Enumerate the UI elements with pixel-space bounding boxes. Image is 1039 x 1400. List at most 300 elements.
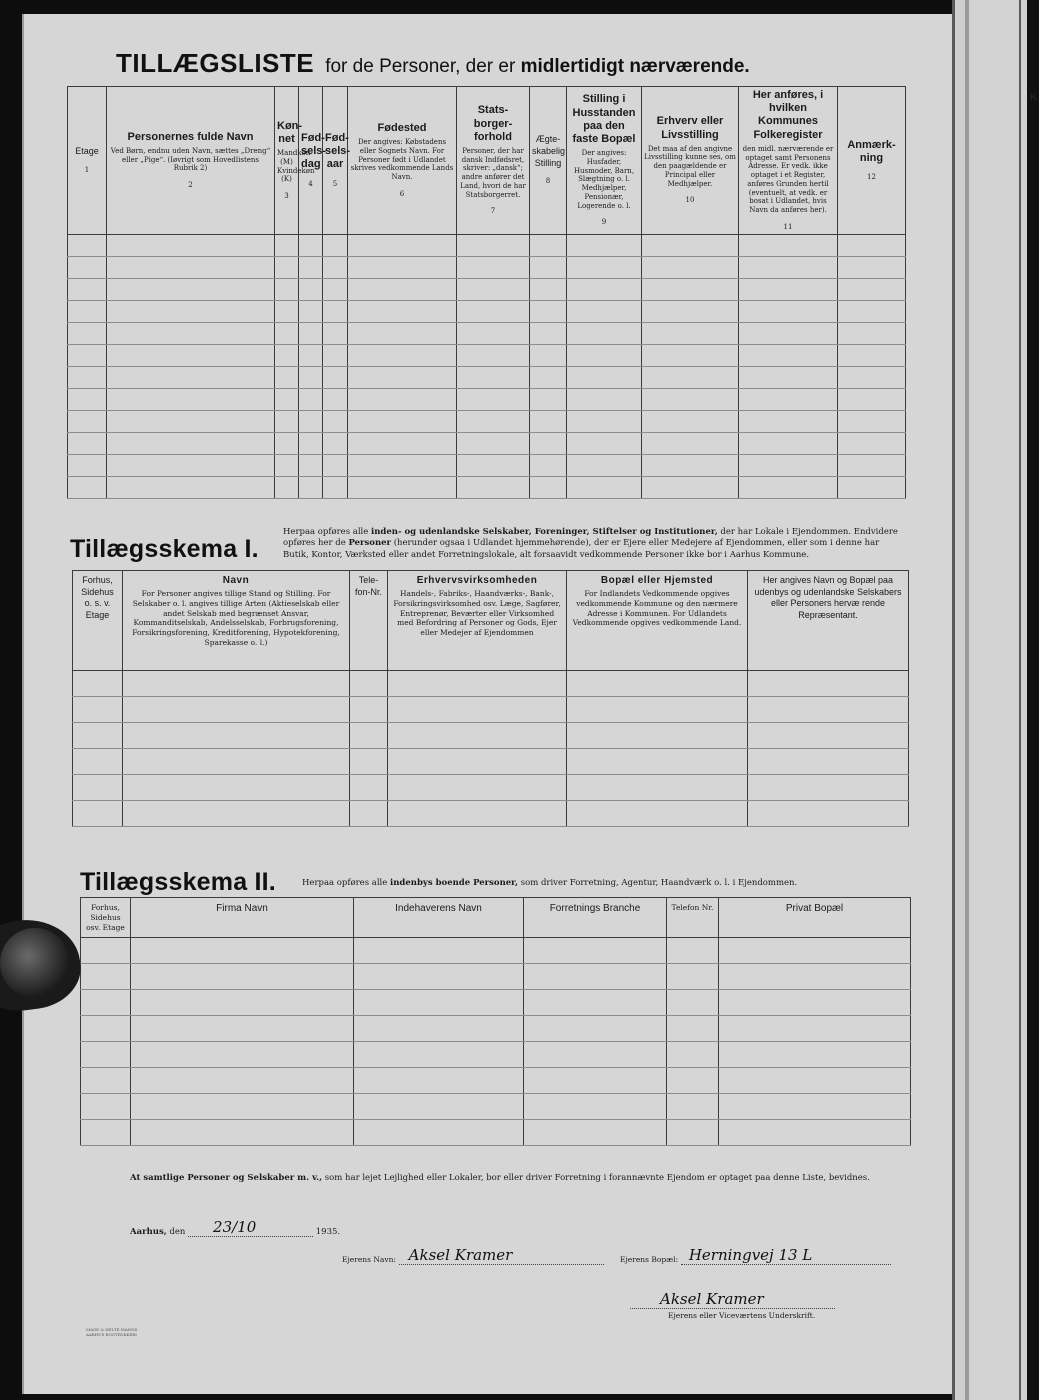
skema2-cell[interactable] [354,1016,524,1042]
list-cell[interactable] [323,278,348,300]
list-cell[interactable] [275,278,299,300]
skema2-cell[interactable] [524,964,667,990]
list-cell[interactable] [530,278,567,300]
skema1-row [73,723,909,749]
list-col-number: 9 [601,218,607,227]
skema2-row [81,1016,911,1042]
list-cell[interactable] [838,278,906,300]
date-line: Aarhus, den 23/10 1935. [130,1218,341,1237]
skema2-row [81,1094,911,1120]
list-cell[interactable] [642,476,739,498]
skema2-cell[interactable] [667,1016,719,1042]
list-cell[interactable] [530,432,567,454]
list-cell[interactable] [457,432,530,454]
skema1-cell[interactable] [350,749,388,775]
list-cell[interactable] [457,476,530,498]
skema2-cell[interactable] [667,990,719,1016]
skema1-cell[interactable] [350,801,388,827]
list-cell[interactable] [275,410,299,432]
list-cell[interactable] [838,234,906,256]
list-cell[interactable] [348,388,457,410]
list-cell[interactable] [457,322,530,344]
list-row [68,432,906,454]
signature-line [630,1290,835,1309]
skema1-cell[interactable] [123,775,350,801]
skema2-row [81,938,911,964]
list-row [68,278,906,300]
list-cell[interactable] [838,300,906,322]
skema2-cell[interactable] [719,1068,911,1094]
list-cell[interactable] [299,322,323,344]
list-cell[interactable] [68,454,107,476]
list-cell[interactable] [299,256,323,278]
list-col-header-9 [567,87,642,235]
list-cell[interactable] [642,432,739,454]
list-cell[interactable] [457,454,530,476]
list-row [68,410,906,432]
list-cell[interactable] [739,234,838,256]
list-cell[interactable] [323,432,348,454]
list-cell[interactable] [739,388,838,410]
skema1-cell[interactable] [73,775,123,801]
list-cell[interactable] [457,366,530,388]
skema1-table [72,570,909,827]
list-cell[interactable] [530,388,567,410]
list-cell[interactable] [275,476,299,498]
list-cell[interactable] [299,234,323,256]
skema2-col-title: Forretnings Branche [549,903,641,914]
list-cell[interactable] [348,476,457,498]
list-col-number: 7 [490,207,496,216]
list-cell[interactable] [642,256,739,278]
list-cell[interactable] [739,454,838,476]
list-col-header-5 [323,87,351,235]
title-pre: for de Personer, der er [325,56,516,77]
skema2-cell[interactable] [524,1120,667,1146]
list-cell[interactable] [530,410,567,432]
skema2-cell[interactable] [719,990,911,1016]
skema1-cell[interactable] [123,697,350,723]
list-cell[interactable] [348,410,457,432]
list-cell[interactable] [68,234,107,256]
list-cell[interactable] [107,388,275,410]
list-col-number: 10 [685,196,695,205]
list-cell[interactable] [530,454,567,476]
list-cell[interactable] [838,366,906,388]
skema1-row [73,775,909,801]
skema1-cell[interactable] [350,697,388,723]
skema2-cell[interactable] [354,990,524,1016]
list-cell[interactable] [107,300,275,322]
list-cell[interactable] [530,344,567,366]
list-cell[interactable] [642,366,739,388]
skema1-cell[interactable] [388,801,567,827]
skema1-cell[interactable] [748,749,909,775]
list-cell[interactable] [348,234,457,256]
skema1-cell[interactable] [567,801,748,827]
list-cell[interactable] [68,256,107,278]
skema2-col-title: Privat Bopæl [785,903,844,914]
skema1-cell[interactable] [748,775,909,801]
list-cell[interactable] [567,410,642,432]
list-col-title: Personernes fulde Navn [127,130,254,143]
list-cell[interactable] [642,410,739,432]
skema2-cell[interactable] [81,1120,131,1146]
list-cell[interactable] [567,366,642,388]
list-col-subtitle: den midl. nærværende er optaget samt Personens Adresse. Er vedk. ikke optaget i et Register, anføres Grunden hertil (eventuelt, at vedk. er bosat i Udlandet, hvis Navn da anføres her). [742,144,834,214]
skema2-cell[interactable] [524,1094,667,1120]
skema1-cell[interactable] [748,697,909,723]
list-cell[interactable] [323,344,348,366]
skema1-cell[interactable] [567,671,748,697]
list-cell[interactable] [299,432,323,454]
skema2-cell[interactable] [131,964,354,990]
skema1-cell[interactable] [748,723,909,749]
list-cell[interactable] [323,454,348,476]
skema1-cell[interactable] [388,723,567,749]
list-cell[interactable] [739,300,838,322]
skema1-cell[interactable] [73,697,123,723]
list-cell[interactable] [739,256,838,278]
list-cell[interactable] [68,388,107,410]
list-cell[interactable] [838,432,906,454]
skema1-cell[interactable] [73,801,123,827]
skema2-cell[interactable] [131,990,354,1016]
skema2-cell[interactable] [131,1068,354,1094]
list-cell[interactable] [739,432,838,454]
list-col-title: Anmærk-ning [847,138,896,164]
skema2-cell[interactable] [524,1042,667,1068]
list-cell[interactable] [739,278,838,300]
list-col-header-7 [457,87,530,235]
skema2-col-header-5 [667,898,719,938]
list-col-subtitle: Personer, der har dansk Indfødsret, skriver: „dansk“; andre anfører det Land, hvori de har Statsborgerret. [460,146,526,199]
list-cell[interactable] [739,366,838,388]
skema1-cell[interactable] [567,723,748,749]
list-cell[interactable] [68,410,107,432]
list-cell[interactable] [107,234,275,256]
skema2-cell[interactable] [354,1094,524,1120]
list-cell[interactable] [107,432,275,454]
list-cell[interactable] [642,234,739,256]
list-cell[interactable] [275,344,299,366]
list-cell[interactable] [530,300,567,322]
skema1-col-header-1 [73,571,123,671]
list-cell[interactable] [838,322,906,344]
list-cell[interactable] [348,278,457,300]
list-col-title: Her anføres, i hvilken Kommunes Folkeregister [752,89,824,141]
skema1-cell[interactable] [567,749,748,775]
list-cell[interactable] [567,234,642,256]
skema2-cell[interactable] [667,1042,719,1068]
skema2-cell[interactable] [667,938,719,964]
skema2-cell[interactable] [667,1094,719,1120]
skema2-row [81,1120,911,1146]
skema2-cell[interactable] [81,1042,131,1068]
skema2-cell[interactable] [131,1042,354,1068]
list-cell[interactable] [323,322,348,344]
list-cell[interactable] [68,432,107,454]
list-cell[interactable] [567,300,642,322]
list-cell[interactable] [530,476,567,498]
skema2-cell[interactable] [719,1120,911,1146]
skema2-cell[interactable] [667,1120,719,1146]
skema2-cell[interactable] [131,938,354,964]
list-col-title: Køn-net [277,119,303,145]
skema2-col-title: Forhus, Sidehus osv. Etage [86,903,125,932]
list-cell[interactable] [457,256,530,278]
list-cell[interactable] [642,278,739,300]
list-cell[interactable] [275,454,299,476]
list-cell[interactable] [275,300,299,322]
list-cell[interactable] [299,454,323,476]
list-cell[interactable] [299,476,323,498]
list-cell[interactable] [68,322,107,344]
skema1-cell[interactable] [123,749,350,775]
list-cell[interactable] [323,388,348,410]
list-row [68,366,906,388]
list-cell[interactable] [642,300,739,322]
skema2-cell[interactable] [524,990,667,1016]
list-cell[interactable] [299,300,323,322]
list-row [68,300,906,322]
skema1-cell[interactable] [388,749,567,775]
list-col-number: 6 [399,189,405,198]
list-cell[interactable] [739,476,838,498]
list-cell[interactable] [567,476,642,498]
list-cell[interactable] [838,454,906,476]
list-col-title: Fødested [377,121,427,134]
list-col-header-2 [107,87,275,235]
skema1-cell[interactable] [350,775,388,801]
skema2-cell[interactable] [354,1042,524,1068]
list-cell[interactable] [323,366,348,388]
list-col-subtitle: Ægte-skabelig Stilling [532,134,566,168]
skema2-col-header-4 [524,898,667,938]
skema1-cell[interactable] [567,775,748,801]
signature-handwritten: Aksel Kramer [660,1290,764,1308]
skema2-cell[interactable] [524,1016,667,1042]
list-cell[interactable] [107,278,275,300]
list-cell[interactable] [275,388,299,410]
skema2-col-header-2 [131,898,354,938]
skema2-table [80,897,911,1146]
list-col-number: 4 [308,179,313,188]
list-cell[interactable] [107,344,275,366]
list-row [68,388,906,410]
list-cell[interactable] [299,388,323,410]
list-cell[interactable] [68,300,107,322]
list-cell[interactable] [348,366,457,388]
skema1-description: Herpaa opføres alle inden- og udenlandske Selskaber, Foreninger, Stiftelser og Institutioner, der har Lokale i Ejendommen. Endvidere opføres her de Personer (herunder ogsaa i Udlandet hjemmehørende), der er Ejere eller Medejere af Ejendommen, eller som i denne har Butik, Kontor, Værksted eller andet Forretningslokale, alt forsaavidt vedkommende Personer ikke bor i Aarhus Kommune. [283,527,898,560]
skema2-cell[interactable] [719,1094,911,1120]
list-row [68,234,906,256]
list-cell[interactable] [567,454,642,476]
list-cell[interactable] [838,388,906,410]
skema2-cell[interactable] [719,964,911,990]
list-cell[interactable] [457,410,530,432]
skema1-col-title: Erhvervsvirksomheden [416,575,538,586]
skema2-cell[interactable] [354,1120,524,1146]
skema2-cell[interactable] [719,1016,911,1042]
list-cell[interactable] [107,256,275,278]
list-col-number: 2 [188,181,193,190]
skema1-cell[interactable] [350,723,388,749]
list-cell[interactable] [642,322,739,344]
skema2-row [81,1042,911,1068]
list-cell[interactable] [299,410,323,432]
list-cell[interactable] [299,366,323,388]
skema1-col-subtitle: Tele-fon-Nr. [354,575,382,597]
list-row [68,344,906,366]
skema2-cell[interactable] [131,1120,354,1146]
list-cell[interactable] [68,366,107,388]
list-cell[interactable] [457,388,530,410]
skema1-cell[interactable] [567,697,748,723]
list-col-title: Fød-sels-dag [301,132,327,171]
list-col-subtitle: Mandkøn (M) Kvindekøn (K) [277,149,315,184]
list-cell[interactable] [107,476,275,498]
list-cell[interactable] [299,344,323,366]
skema1-cell[interactable] [123,671,350,697]
list-cell[interactable] [739,410,838,432]
list-cell[interactable] [299,278,323,300]
list-cell[interactable] [530,256,567,278]
list-col-title: Stats-borger-forhold [473,104,513,143]
title-bold: midlertidigt nærværende. [520,56,750,77]
list-cell[interactable] [348,344,457,366]
list-cell[interactable] [323,300,348,322]
list-cell[interactable] [838,476,906,498]
skema1-cell[interactable] [73,723,123,749]
list-cell[interactable] [567,278,642,300]
list-cell[interactable] [838,410,906,432]
skema2-cell[interactable] [354,1068,524,1094]
skema2-cell[interactable] [667,964,719,990]
skema1-cell[interactable] [388,775,567,801]
skema2-cell[interactable] [524,938,667,964]
skema1-cell[interactable] [388,671,567,697]
list-col-title: Erhverv eller Livsstilling [656,115,724,141]
skema2-cell[interactable] [719,1042,911,1068]
list-cell[interactable] [348,300,457,322]
list-cell[interactable] [739,322,838,344]
skema1-cell[interactable] [123,801,350,827]
skema1-cell[interactable] [748,801,909,827]
owner-name-line: Ejerens Navn: Aksel Kramer [342,1246,604,1265]
list-cell[interactable] [530,234,567,256]
skema1-cell[interactable] [350,671,388,697]
skema1-cell[interactable] [73,749,123,775]
skema1-cell[interactable] [748,671,909,697]
skema1-cell[interactable] [388,697,567,723]
skema1-col-header-3 [350,571,388,671]
list-col-subtitle: Der angives: Købstadens eller Sognets Navn. For Personer født i Udlandet skrives vedkommende Lands Navn. [350,138,454,182]
list-cell[interactable] [275,256,299,278]
list-cell[interactable] [275,366,299,388]
skema2-cell[interactable] [719,938,911,964]
skema2-cell[interactable] [81,938,131,964]
list-cell[interactable] [275,432,299,454]
list-cell[interactable] [739,344,838,366]
list-col-number: 8 [545,177,551,186]
list-cell[interactable] [642,388,739,410]
list-cell[interactable] [107,454,275,476]
list-cell[interactable] [457,234,530,256]
skema2-col-header-3 [354,898,524,938]
list-cell[interactable] [530,366,567,388]
list-cell[interactable] [567,256,642,278]
list-cell[interactable] [567,344,642,366]
skema2-cell[interactable] [131,1016,354,1042]
list-col-header-4 [299,87,327,235]
list-cell[interactable] [275,322,299,344]
list-cell[interactable] [457,300,530,322]
list-col-title: Stilling i Husstanden paa den faste Bopæl [572,93,636,145]
adjacent-page-strip [952,0,1039,1400]
list-cell[interactable] [348,322,457,344]
skema2-col-header-1 [81,898,131,938]
skema2-cell[interactable] [81,964,131,990]
skema2-cell[interactable] [81,990,131,1016]
list-cell[interactable] [348,256,457,278]
list-cell[interactable] [567,388,642,410]
list-cell[interactable] [530,322,567,344]
list-cell[interactable] [107,410,275,432]
list-cell[interactable] [323,256,348,278]
skema2-cell[interactable] [81,1068,131,1094]
list-cell[interactable] [68,476,107,498]
skema2-cell[interactable] [81,1016,131,1042]
list-cell[interactable] [107,322,275,344]
list-cell[interactable] [838,344,906,366]
list-cell[interactable] [567,432,642,454]
list-cell[interactable] [323,476,348,498]
list-cell[interactable] [348,432,457,454]
skema2-cell[interactable] [354,964,524,990]
skema1-col-subtitle: Forhus, Sidehus o. s. v. Etage [81,575,114,621]
list-cell[interactable] [68,278,107,300]
list-cell[interactable] [107,366,275,388]
date-handwritten: 23/10 [213,1218,257,1236]
list-cell[interactable] [642,454,739,476]
skema1-cell[interactable] [123,723,350,749]
skema2-cell[interactable] [354,938,524,964]
list-cell[interactable] [348,454,457,476]
list-cell[interactable] [838,256,906,278]
list-cell[interactable] [457,344,530,366]
list-cell[interactable] [642,344,739,366]
skema2-col-header-6 [719,898,911,938]
skema2-cell[interactable] [81,1094,131,1120]
skema2-cell[interactable] [131,1094,354,1120]
tillaegsliste-table [67,86,906,499]
skema1-col-header-6 [748,571,909,671]
printer-imprint: MAGE & HELTE MANNS AARHUS BOGTRYKKERI [86,1327,138,1337]
skema1-cell[interactable] [73,671,123,697]
skema2-cell[interactable] [524,1068,667,1094]
list-cell[interactable] [323,234,348,256]
skema1-row [73,801,909,827]
list-cell[interactable] [323,410,348,432]
skema2-title: Tillægsskema II. [80,868,276,896]
list-cell[interactable] [457,278,530,300]
list-cell[interactable] [567,322,642,344]
skema2-cell[interactable] [667,1068,719,1094]
list-cell[interactable] [275,234,299,256]
list-cell[interactable] [68,344,107,366]
skema1-col-subtitle: Handels-, Fabriks-, Haandværks-, Bank-, Forsikringsvirksomhed osv. Læge, Sagfører, Entreprenør, Beværter eller Virksomhed med Befordring af Personer og Gods, Ejer eller Medejer af Ejendommen [393,589,561,637]
